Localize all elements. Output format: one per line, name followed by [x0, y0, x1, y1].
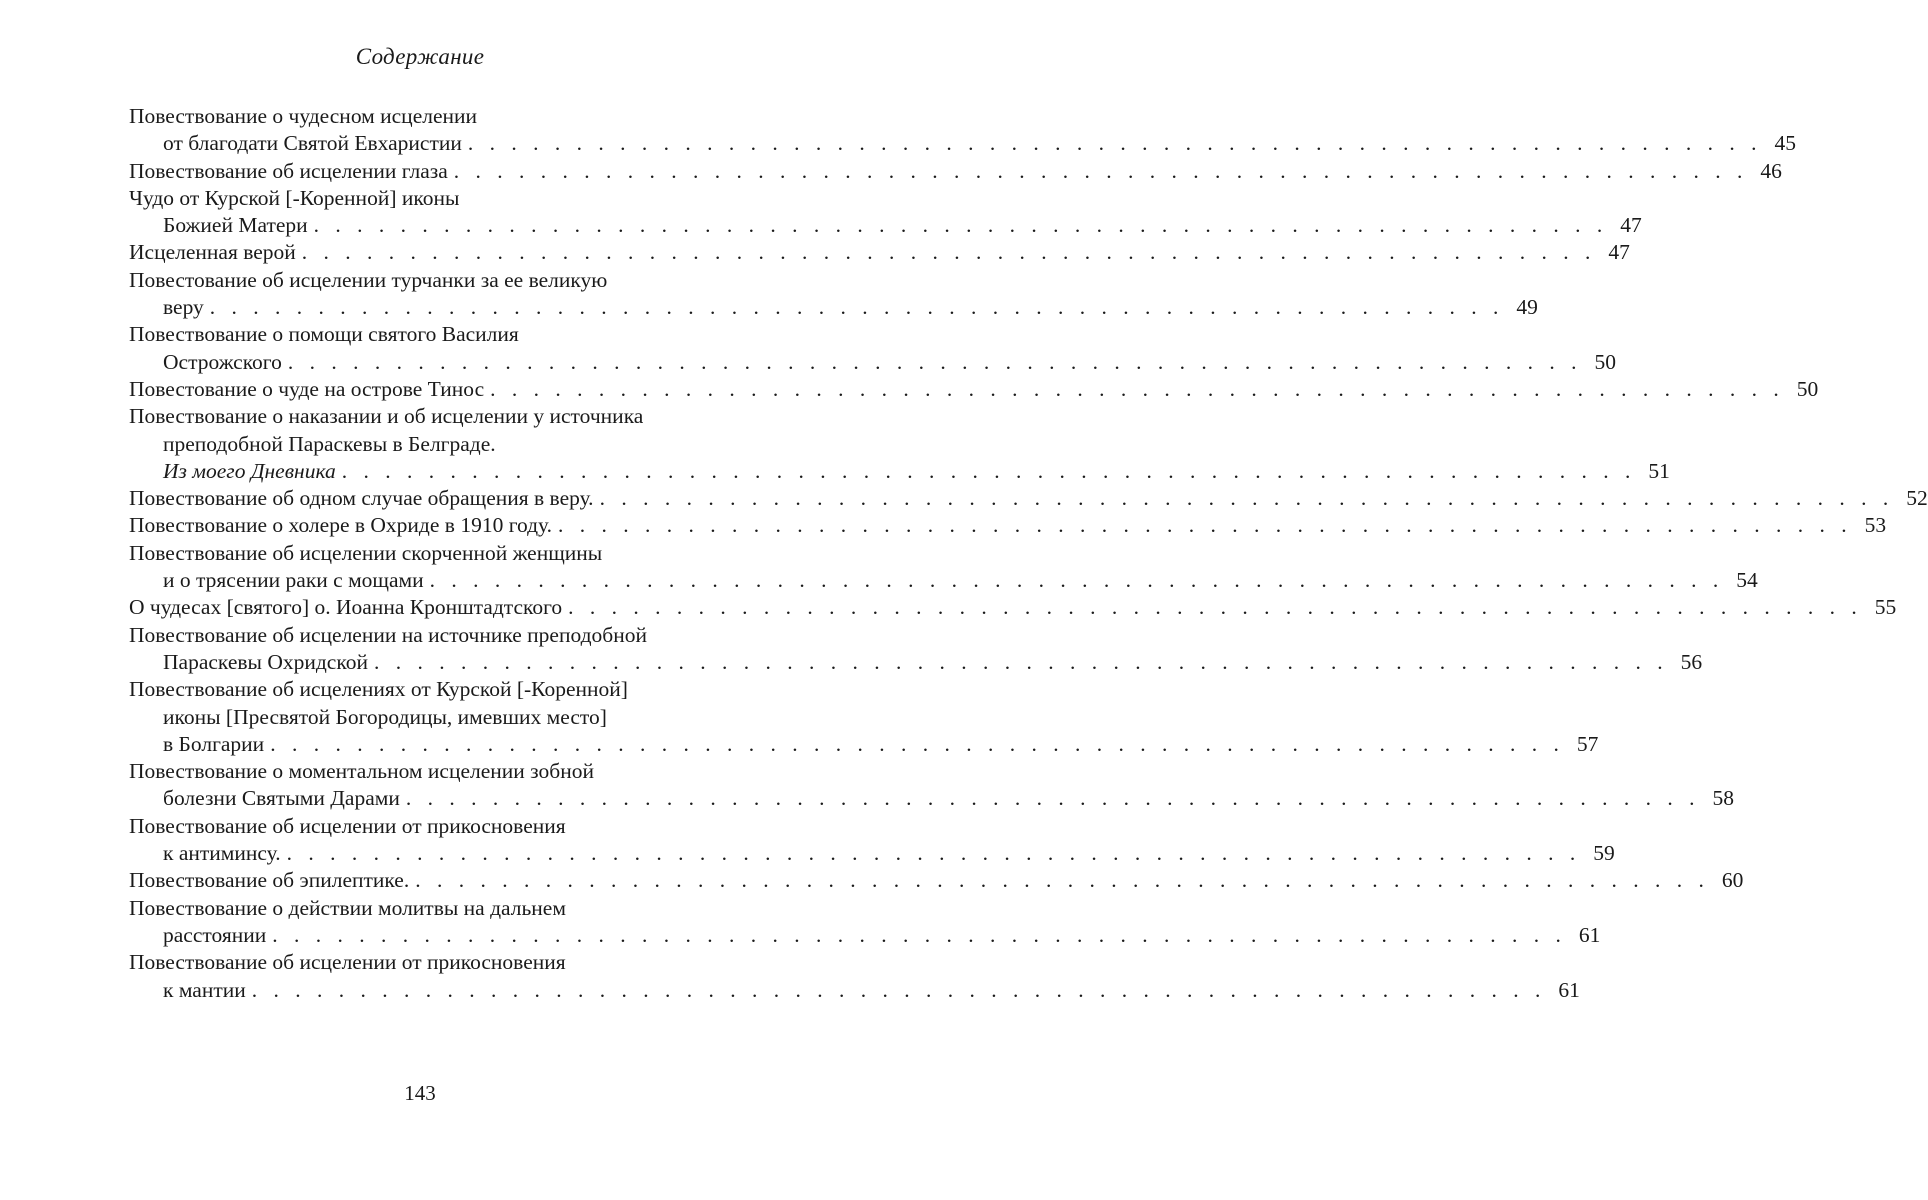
toc-entry-final-line	[129, 594, 1897, 621]
toc-entry-final-line	[129, 731, 1599, 758]
toc-page-number: 47	[1608, 240, 1630, 265]
toc-entry-line: Повествование об исцелении от прикосновения	[129, 813, 566, 838]
dot-leader: . . . . . . . . . . . . . . . . . . . . . . . . . . . . . . . . . . . . . . . . . . . . . . . . . . . . . . . . . . . .	[568, 595, 1863, 620]
toc-entry-line: Повествование о чудесном исцелении	[129, 104, 478, 128]
toc-entry-title: Из моего Дневника	[163, 458, 336, 483]
toc-entry-title: Повествование об эпилептике.	[129, 868, 410, 893]
toc-entry-title: Исцеленная верой	[129, 240, 296, 265]
toc-entry-line: преподобной Параскевы в Белграде.	[163, 431, 496, 456]
toc-page-number: 50	[1594, 349, 1616, 374]
toc-entry[interactable]	[129, 949, 1580, 1004]
toc-entry[interactable]	[129, 239, 1630, 266]
toc-entry[interactable]	[129, 813, 1615, 868]
dot-leader: . . . . . . . . . . . . . . . . . . . . . . . . . . . . . . . . . . . . . . . . . . . . . . . . . . . . . . . . . . . .	[453, 158, 1748, 183]
toc-entry-line: Повествование о действии молитвы на дальнем	[129, 895, 566, 920]
toc-entry-final-line	[129, 239, 1630, 266]
toc-page-number: 57	[1576, 731, 1599, 756]
toc-entry[interactable]	[129, 403, 1670, 485]
toc-entry-line: Повествование об исцелении на источнике преподобной	[129, 622, 647, 647]
toc-entry-title: и о трясении раки с мощами	[163, 568, 424, 593]
toc-page-number: 49	[1516, 295, 1538, 320]
toc-page-number: 61	[1578, 922, 1601, 947]
toc-page-number: 59	[1593, 841, 1615, 866]
dot-leader: . . . . . . . . . . . . . . . . . . . . . . . . . . . . . . . . . . . . . . . . . . . . . . . . . . . . . . . . . . . .	[272, 922, 1567, 947]
toc-page-number: 51	[1648, 458, 1670, 483]
table-of-contents	[129, 103, 1928, 1004]
toc-entry-title: от благодати Святой Евхаристии	[163, 131, 462, 156]
dot-leader: . . . . . . . . . . . . . . . . . . . . . . . . . . . . . . . . . . . . . . . . . . . . . . . . . . . . . . . . . . . .	[599, 486, 1894, 511]
toc-entry-title: Повествование об исцелении глаза	[129, 158, 448, 183]
toc-entry-title: Повестование о чуде на острове Тинос	[129, 376, 485, 401]
toc-page-number: 53	[1864, 513, 1887, 538]
toc-entry-line: иконы [Пресвятой Богородицы, имевших место]	[163, 704, 607, 729]
toc-page-number: 56	[1680, 649, 1703, 674]
toc-entry[interactable]	[129, 485, 1928, 512]
toc-entry-title: в Болгарии	[163, 731, 265, 756]
dot-leader: . . . . . . . . . . . . . . . . . . . . . . . . . . . . . . . . . . . . . . . . . . . . . . . . . . . . . . . . . . . .	[429, 568, 1724, 593]
toc-entry-title: Повествование об одном случае обращения в веру.	[129, 486, 594, 511]
toc-entry-line: Повествование об исцелении скорченной женщины	[129, 540, 603, 565]
toc-entry[interactable]	[129, 594, 1897, 621]
dot-leader: . . . . . . . . . . . . . . . . . . . . . . . . . . . . . . . . . . . . . . . . . . . . . . . . . . . . . . . . . . . .	[405, 786, 1700, 811]
toc-entry[interactable]	[129, 185, 1642, 240]
page-title: Содержание	[355, 44, 485, 69]
toc-page-number: 60	[1721, 868, 1744, 893]
toc-entry-final-line	[129, 294, 1538, 321]
toc-page-number: 61	[1558, 977, 1580, 1002]
toc-entry-title: Повествование о холере в Охриде в 1910 году.	[129, 513, 553, 538]
toc-entry-final-line	[129, 485, 1928, 512]
toc-entry-title: веру	[163, 295, 204, 320]
dot-leader: . . . . . . . . . . . . . . . . . . . . . . . . . . . . . . . . . . . . . . . . . . . . . . . . . . . . . . . . . . . .	[373, 649, 1669, 674]
toc-page-number: 58	[1712, 786, 1734, 811]
toc-entry-final-line	[129, 512, 1887, 539]
toc-entry-final-line	[129, 840, 1615, 867]
toc-entry-title: Параскевы Охридской	[163, 649, 368, 674]
toc-entry-line: Повествование об исцелении от прикосновения	[129, 950, 566, 975]
toc-page-number: 54	[1736, 568, 1758, 593]
toc-entry-final-line	[129, 376, 1819, 403]
dot-leader: . . . . . . . . . . . . . . . . . . . . . . . . . . . . . . . . . . . . . . . . . . . . . . . . . . . . . . . . . . . .	[341, 458, 1636, 483]
toc-entry-final-line	[129, 458, 1670, 485]
toc-entry[interactable]	[129, 267, 1538, 322]
toc-entry-title: Острожского	[163, 349, 282, 374]
toc-entry-title: к антиминсу.	[163, 841, 281, 866]
toc-entry[interactable]	[129, 512, 1887, 539]
dot-leader: . . . . . . . . . . . . . . . . . . . . . . . . . . . . . . . . . . . . . . . . . . . . . . . . . . . . . . . . . . . .	[301, 240, 1596, 265]
toc-entry-final-line	[129, 977, 1580, 1004]
toc-entry[interactable]	[129, 321, 1616, 376]
toc-entry[interactable]	[129, 622, 1703, 677]
toc-entry-final-line	[129, 785, 1734, 812]
toc-entry-final-line	[129, 158, 1782, 185]
toc-entry[interactable]	[129, 158, 1782, 185]
dot-leader: . . . . . . . . . . . . . . . . . . . . . . . . . . . . . . . . . . . . . . . . . . . . . . . . . . . . . . . . . . . .	[490, 376, 1785, 401]
toc-entry-title: Божией Матери	[163, 213, 308, 238]
toc-entry[interactable]	[129, 867, 1744, 894]
toc-entry-title: О чудесах [святого] о. Иоанна Кронштадтского	[129, 595, 563, 620]
dot-leader: . . . . . . . . . . . . . . . . . . . . . . . . . . . . . . . . . . . . . . . . . . . . . . . . . . . . . . . . . . . .	[209, 295, 1504, 320]
dot-leader: . . . . . . . . . . . . . . . . . . . . . . . . . . . . . . . . . . . . . . . . . . . . . . . . . . . . . . . . . . . .	[286, 841, 1581, 866]
toc-entry-title: расстоянии	[163, 922, 267, 947]
dot-leader: . . . . . . . . . . . . . . . . . . . . . . . . . . . . . . . . . . . . . . . . . . . . . . . . . . . . . . . . . . . .	[558, 513, 1853, 538]
dot-leader: . . . . . . . . . . . . . . . . . . . . . . . . . . . . . . . . . . . . . . . . . . . . . . . . . . . . . . . . . . . .	[287, 349, 1582, 374]
toc-entry-line: Повествование о моментальном исцелении зобной	[129, 759, 594, 784]
toc-entry-line: Повестование об исцелении турчанки за ее великую	[129, 267, 608, 292]
toc-entry-final-line	[129, 349, 1616, 376]
toc-entry-final-line	[129, 567, 1758, 594]
dot-leader: . . . . . . . . . . . . . . . . . . . . . . . . . . . . . . . . . . . . . . . . . . . . . . . . . . . . . . . . . . . .	[313, 213, 1608, 238]
toc-entry[interactable]	[129, 895, 1601, 950]
toc-entry-line: Повествование о помощи святого Василия	[129, 322, 519, 347]
toc-entry-final-line	[129, 922, 1601, 949]
dot-leader: . . . . . . . . . . . . . . . . . . . . . . . . . . . . . . . . . . . . . . . . . . . . . . . . . . . . . . . . . . . .	[270, 731, 1565, 756]
toc-entry[interactable]	[129, 103, 1796, 158]
toc-entry[interactable]	[129, 676, 1599, 758]
toc-entry[interactable]	[129, 376, 1819, 403]
toc-entry-line: Чудо от Курской [-Коренной] иконы	[129, 185, 460, 210]
dot-leader: . . . . . . . . . . . . . . . . . . . . . . . . . . . . . . . . . . . . . . . . . . . . . . . . . . . . . . . . . . . .	[415, 868, 1710, 893]
dot-leader: . . . . . . . . . . . . . . . . . . . . . . . . . . . . . . . . . . . . . . . . . . . . . . . . . . . . . . . . . . . .	[467, 131, 1762, 156]
toc-page-number: 55	[1874, 595, 1897, 620]
toc-entry-line: Повествование об исцелениях от Курской [-Коренной]	[129, 677, 628, 702]
toc-page-number: 46	[1760, 158, 1782, 183]
toc-entry-final-line	[129, 130, 1796, 157]
toc-page-number: 47	[1620, 213, 1642, 238]
toc-entry[interactable]	[129, 540, 1758, 595]
dot-leader: . . . . . . . . . . . . . . . . . . . . . . . . . . . . . . . . . . . . . . . . . . . . . . . . . . . . . . . . . . . .	[251, 977, 1546, 1002]
toc-page-number: 52	[1906, 486, 1928, 511]
toc-entry-line: Повествование о наказании и об исцелении у источника	[129, 404, 644, 429]
toc-page-number: 50	[1796, 376, 1819, 401]
page-number: 143	[404, 1081, 436, 1105]
toc-entry[interactable]	[129, 758, 1734, 813]
toc-page-number: 45	[1774, 131, 1796, 156]
toc-entry-final-line	[129, 649, 1703, 676]
toc-entry-title: к мантии	[163, 977, 246, 1002]
toc-entry-final-line	[129, 212, 1642, 239]
toc-entry-title: болезни Святыми Дарами	[163, 786, 400, 811]
toc-entry-final-line	[129, 867, 1744, 894]
